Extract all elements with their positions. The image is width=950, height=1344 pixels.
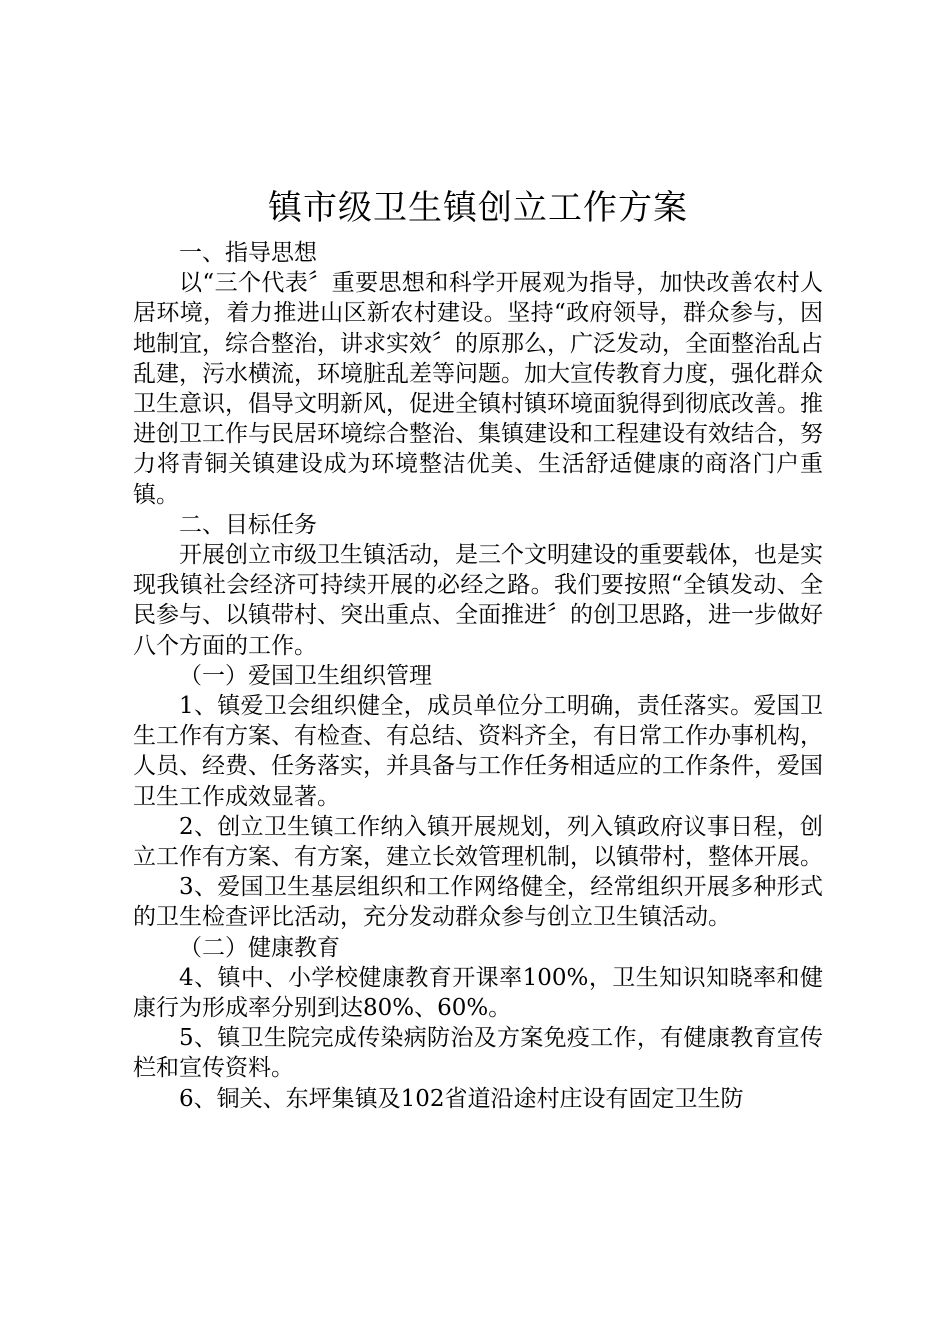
paragraph-goals-tasks: 开展创立市级卫生镇活动，是三个文明建设的重要载体，也是实现我镇社会经济可持续开展的必经之路。我们要按照“全镇发动、全民参与、以镇带村、突出重点、全面推进〞的创卫思路，进一步做好八个方面的工作。 bbox=[133, 542, 823, 659]
heading-goals-tasks: 二、目标任务 bbox=[179, 511, 317, 538]
heading-guiding-ideology: 一、指导思想 bbox=[179, 240, 317, 266]
paragraph-guiding-ideology: 以“三个代表〞重要思想和科学开展观为指导，加快改善农村人居环境，着力推进山区新农村建设。坚持“政府领导，群众参与，因地制宜，综合整治，讲求实效〞的原那么，广泛发动，全面整治乱占乱建，污水横流，环境脏乱差等问题。加大宣传教育力度，强化群众卫生意识，倡导文明新风，促进全镇村镇环境面貌得到彻底改善。推进创卫工作与民居环境综合整治、集镇建设和工程建设有效结合，努力将青铜关镇建设成为环境整洁优美、生活舒适健康的商洛门户重镇。 bbox=[133, 270, 823, 508]
document-page bbox=[133, 178, 823, 1114]
list-item-6: 6、铜关、东坪集镇及102省道沿途村庄设有固定卫生防 bbox=[179, 1085, 744, 1112]
list-item-5: 5、镇卫生院完成传染病防治及方案免疫工作，有健康教育宣传栏和宣传资料。 bbox=[133, 1025, 823, 1082]
list-item-3: 3、爱国卫生基层组织和工作网络健全，经常组织开展多种形式的卫生检查评比活动，充分发动群众参与创立卫生镇活动。 bbox=[133, 874, 823, 931]
subheading-patriotic-health-organization: （一）爱国卫生组织管理 bbox=[179, 662, 432, 689]
list-item-4: 4、镇中、小学校健康教育开课率100%，卫生知识知晓率和健康行为形成率分别到达80%、60%。 bbox=[133, 964, 823, 1022]
list-item-1: 1、镇爱卫会组织健全，成员单位分工明确，责任落实。爱国卫生工作有方案、有检查、有总结、资料齐全，有日常工作办事机构，人员、经费、任务落实，并具备与工作任务相适应的工作条件，爱国卫生工作成效显著。 bbox=[133, 693, 823, 810]
subheading-health-education: （二）健康教育 bbox=[179, 934, 340, 961]
document-title: 镇市级卫生镇创立工作方案 bbox=[268, 188, 688, 228]
list-item-2: 2、创立卫生镇工作纳入镇开展规划，列入镇政府议事日程，创立工作有方案、有方案，建立长效管理机制，以镇带村，整体开展。 bbox=[133, 813, 823, 871]
